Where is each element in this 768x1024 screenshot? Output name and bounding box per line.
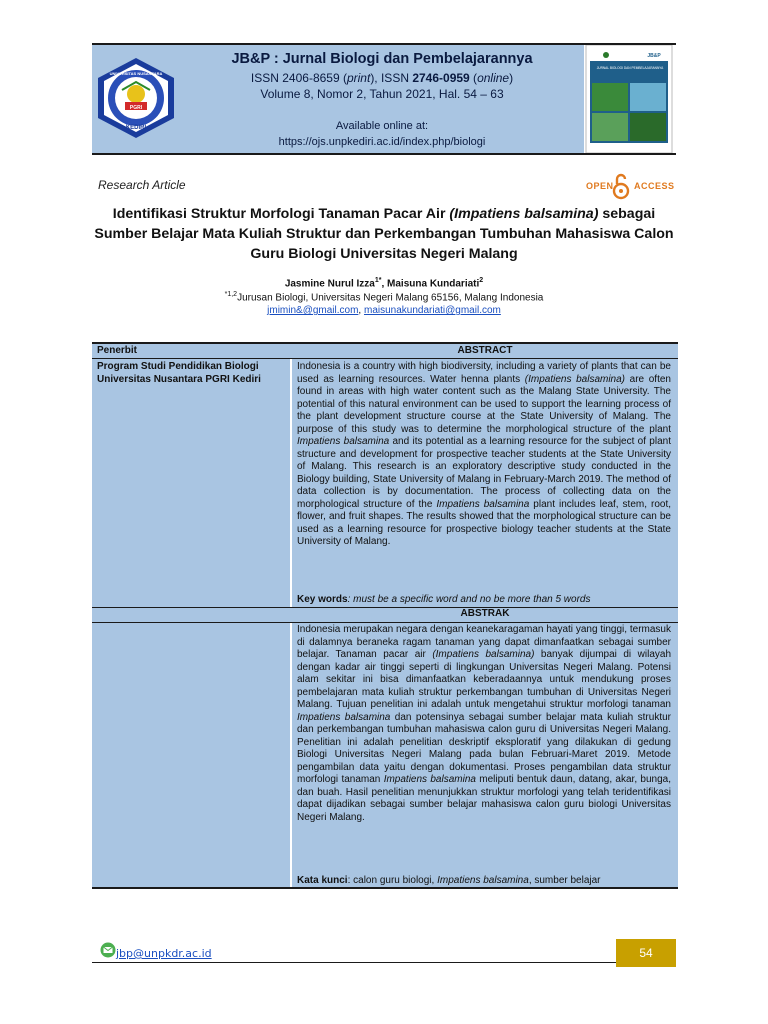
author-list xyxy=(92,277,676,289)
keywords-label: Key words xyxy=(297,594,348,605)
abstract-english xyxy=(297,361,671,549)
keywords-text: : must be a specific word and no be more than 5 words xyxy=(347,594,591,605)
publisher-name: Program Studi Pendidikan Biologi Universitas Nusantara PGRI Kediri xyxy=(97,361,261,385)
open-access-lock-icon xyxy=(612,172,630,200)
abstrak-i1: (Impatiens balsamina) xyxy=(432,649,535,660)
abstract-s2: are often found in areas with high water content such as the Malang State University. The potential of this natural environment can be used to support the learning process of the plant development structure course at the State University of Malang. The purpose of this study was to determine the morphological structure of the plant xyxy=(297,373,671,435)
abstract-s3: and its potential as a learning resource for the subject of plant structure and development for prospective teacher students at the State University of Malang. This research is an exploratory descriptive study conducted in the Biology building, State University of Malang in February-March 2019. The method of data collection is by documentation. The process of collecting data on the morphological structure of the xyxy=(297,436,671,510)
issn-online-em: online xyxy=(477,71,510,85)
email-link-1[interactable]: jmimin&@gmail.com xyxy=(267,305,359,316)
journal-url[interactable]: https://ojs.unpkediri.ac.id/index.php/biologi xyxy=(278,136,486,148)
cover-brand: JB&P xyxy=(647,53,661,59)
logo-text-bottom: KEDIRI xyxy=(125,125,147,131)
email-icon xyxy=(100,942,116,958)
abstract-i2: Impatiens balsamina xyxy=(297,436,390,447)
affiliation-text: Jurusan Biologi, Universitas Negeri Malang 65156, Malang Indonesia xyxy=(237,292,544,304)
author-1: Jasmine Nurul Izza xyxy=(284,278,375,290)
kata-kunci-italic: Impatiens balsamina xyxy=(437,875,529,886)
abstract-header: ABSTRACT xyxy=(457,345,513,356)
abstract-i3: Impatiens balsamina xyxy=(436,498,530,510)
keywords-line xyxy=(297,594,671,605)
issn-line xyxy=(180,71,584,85)
abstrak-s2: banyak dijumpai di wilayah dengan kadar air tinggi seperti di lingkungan Universitas Negeri Malang. Potensi alam sekitar ini bisa dimanfaatkan keberadaannya untuk mendukung proses pembelajaran mata kuliah struktur perkembangan tumbuhan di Universitas Negeri Malang. Tujuan penelitian ini adalah untuk mengetahui struktur morfologi tanaman xyxy=(297,649,672,710)
author-2: Maisuna Kundariati xyxy=(387,278,480,290)
abstract-s1: Indonesia is a country with high biodiversity, including a variety of plants that can be used as learning resources. Water henna plants xyxy=(297,361,671,385)
abstract-s4: plant includes leaf, stem, root, flower, and fruit shapes. The results showed that the morphological structure can be used as a learning resource for prospective biology teacher students at the State University of Malang. xyxy=(297,498,672,547)
title-part2: sebagai Sumber Belajar Mata Kuliah Struktur dan Perkembangan Tumbuhan Mahasiswa Calon Guru Biologi Universitas Negeri Malang xyxy=(94,206,674,262)
abstract-indonesian xyxy=(297,624,671,824)
abstrak-s4: meliputi bentuk daun, datang, akar, bunga, dan buah. Hasil penelitian menunjukkan struktur morfologi yang telah teridentifikasi dapat dijadikan sebagai sumber belajar mahasiswa calon guru biologi Universitas Negeri Malang. xyxy=(297,774,671,823)
journal-title: JB&P : Jurnal Biologi dan Pembelajarannya xyxy=(231,51,533,67)
article-type: Research Article xyxy=(98,178,186,192)
affiliation-sup: *1,2 xyxy=(224,291,238,298)
table-bottom-rule xyxy=(92,887,678,889)
open-access-badge xyxy=(586,172,676,200)
abstrak-i3: Impatiens balsamina xyxy=(383,774,476,785)
open-access-open-label: OPEN xyxy=(586,181,614,191)
affiliation xyxy=(92,291,676,303)
footer-email-text[interactable]: jbp@unpkdr.ac.id xyxy=(116,947,212,960)
university-logo xyxy=(92,56,180,140)
email-sep: , xyxy=(358,305,364,316)
issn-print: ISSN 2406-8659 ( xyxy=(250,71,347,85)
abstrak-i2: Impatiens balsamina xyxy=(297,711,391,723)
penerbit-header: Penerbit xyxy=(97,345,138,356)
article-title xyxy=(92,204,676,264)
title-part1: Identifikasi Struktur Morfologi Tanaman Pacar Air xyxy=(112,206,450,222)
available-online-label: Available online at: xyxy=(335,120,429,132)
abstrak-s1: Indonesia merupakan negara dengan keanekaragaman hayati yang tinggi, termasuk di dalamnya beraneka ragam tanaman yang dapat dimanfaatkan sebagai sumber belajar. Tanaman pacar air xyxy=(297,624,671,660)
author-2-affil: 2 xyxy=(479,277,484,284)
abstrak-header: ABSTRAK xyxy=(460,608,510,619)
footer-rule xyxy=(92,962,616,963)
issn-mid: ), ISSN xyxy=(370,71,413,85)
header-bottom-rule xyxy=(92,153,676,155)
kata-kunci-s2: , sumber belajar xyxy=(528,875,601,886)
kata-kunci-line xyxy=(297,875,671,886)
author-1-affil: 1* xyxy=(374,277,382,284)
issn-online-number: 2746-0959 xyxy=(412,71,470,85)
author-emails xyxy=(92,305,676,316)
kata-kunci-label: Kata kunci xyxy=(297,875,348,886)
kata-kunci-s1: : calon guru biologi, xyxy=(347,875,438,886)
logo-text-top: UNIVERSITAS NUSANTARA xyxy=(109,71,163,76)
logo-text-mid: PGRI xyxy=(129,105,143,111)
title-italic: (Impatiens balsamina) xyxy=(449,206,599,222)
cover-title: JURNAL BIOLOGI DAN PEMBELAJARANNYA xyxy=(596,66,664,70)
email-link-2[interactable]: maisunakundariati@gmail.com xyxy=(363,305,501,316)
issn-print-em: print xyxy=(346,71,371,85)
issn-online-open: ( xyxy=(469,71,478,85)
author-sep: , xyxy=(381,278,388,290)
open-access-access-label: ACCESS xyxy=(634,181,675,191)
abstrak-s3: dan potensinya sebagai sumber belajar mata kuliah struktur dan perkembangan tumbuhan mahasiswa calon guru di Universitas Negeri Malang. Penelitian ini adalah penelitian deskriptif eksploratif yang dilakukan di gedung Biologi Universitas Negeri Malang pada bulan Februari-Maret 2019. Metode pengambilan data yaitu dengan dokumentasi. Proses pengambilan data struktur morfologi tanaman xyxy=(297,711,671,785)
journal-cover-image xyxy=(584,45,676,153)
page-number: 54 xyxy=(616,939,676,967)
issn-close: ) xyxy=(509,71,514,85)
abstract-i1: (Impatiens balsamina) xyxy=(524,373,626,385)
volume-line: Volume 8, Nomor 2, Tahun 2021, Hal. 54 – 63 xyxy=(260,87,504,101)
